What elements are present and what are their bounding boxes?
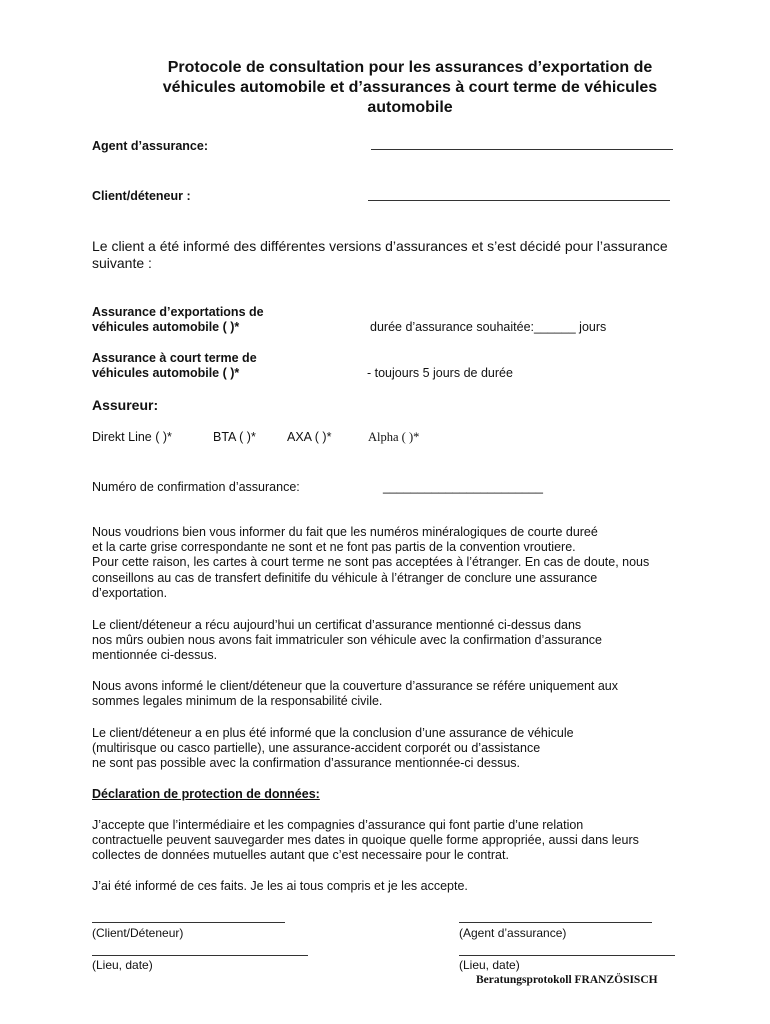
agent-signature-field[interactable] xyxy=(459,922,652,923)
paragraph-line: contractuelle peuvent sauvegarder mes dates in quoique quelle forme appropriée, aussi dans leurs xyxy=(92,833,639,848)
paragraph-line: ne sont pas possible avec la confirmation d’assurance mentionnée-ci dessus. xyxy=(92,756,521,771)
intro-line-2: suivante : xyxy=(92,255,152,271)
insurer-heading: Assureur: xyxy=(92,397,159,413)
export-option-line-1: Assurance d’exportations de xyxy=(92,305,264,319)
confirmation-label: Numéro de confirmation d’assurance: xyxy=(92,480,300,494)
export-option-checkbox[interactable]: véhicules automobile ( )* xyxy=(92,320,240,334)
paragraph-certificate xyxy=(92,618,742,664)
client-label: Client/déteneur : xyxy=(92,189,191,203)
insurer-bta[interactable]: BTA ( )* xyxy=(213,430,256,444)
title-line-1: Protocole de consultation pour les assurances d’exportation de xyxy=(167,59,653,76)
agent-place-date-field[interactable] xyxy=(459,955,675,956)
short-term-option-checkbox[interactable]: véhicules automobile ( )* xyxy=(92,366,240,380)
paragraph-line: sommes legales minimum de la responsabilité civile. xyxy=(92,694,383,709)
document-title xyxy=(60,58,760,118)
paragraph-line: nos mûrs oubien nous avons fait immatriculer son véhicule avec la confirmation d’assurance xyxy=(92,633,602,648)
paragraph-line: (multirisque ou casco partielle), une assurance-accident corporét ou d’assistance xyxy=(92,741,541,756)
export-duration[interactable]: durée d’assurance souhaitée:______ jours xyxy=(370,320,607,334)
client-signature-field[interactable] xyxy=(92,922,285,923)
paragraph-line: mentionnée ci-dessus. xyxy=(92,648,218,663)
data-protection-heading: Déclaration de protection de données: xyxy=(92,787,320,801)
paragraph-coverage xyxy=(92,679,742,709)
insurer-axa[interactable]: AXA ( )* xyxy=(287,430,332,444)
paragraph-line: collectes de données mutuelles autant que c’est necessaire pour le contrat. xyxy=(92,848,509,863)
client-place-date-label: (Lieu, date) xyxy=(92,958,153,972)
data-protection-text xyxy=(92,818,742,864)
agent-place-date-label: (Lieu, date) xyxy=(459,958,520,972)
paragraph-additional xyxy=(92,726,742,772)
intro-line-1: Le client a été informé des différentes versions d’assurances et s’est décidé pour l’assurance xyxy=(92,238,668,254)
paragraph-line: Le client/déteneur a récu aujourd’hui un certificat d’assurance mentionné ci-dessus dans xyxy=(92,618,582,632)
paragraph-line: et la carte grise correspondante ne sont et ne font pas partis de la convention vroutiere. xyxy=(92,540,576,555)
paragraph-line: J’accepte que l’intermédiaire et les compagnies d’assurance qui font partie d’une relation xyxy=(92,818,584,832)
client-signature-line[interactable] xyxy=(368,200,670,201)
short-term-duration: - toujours 5 jours de durée xyxy=(367,366,513,380)
paragraph-line: conseillons au cas de transfert definitife du véhicule à l’étranger de conclure une assurance xyxy=(92,570,598,585)
short-term-option-line-1: Assurance à court terme de xyxy=(92,351,257,365)
paragraph-line: Nous avons informé le client/déteneur que la couverture d’assurance se référe uniquement aux xyxy=(92,679,619,693)
agent-signature-label: (Agent d’assurance) xyxy=(459,926,567,940)
title-line-2: véhicules automobile et d’assurances à court terme de véhicules xyxy=(162,79,658,96)
title-line-3: automobile xyxy=(367,99,453,116)
paragraph-plates xyxy=(92,525,742,601)
agent-signature-line[interactable] xyxy=(371,149,673,150)
confirmation-field[interactable]: _______________________ xyxy=(383,480,543,494)
acknowledgement: J’ai été informé de ces faits. Je les ai tous compris et je les accepte. xyxy=(92,879,468,893)
paragraph-line: Pour cette raison, les cartes à court terme ne sont pas acceptées à l’étranger. En cas de doute, nous xyxy=(92,555,650,570)
insurer-direkt-line[interactable]: Direkt Line ( )* xyxy=(92,430,172,444)
client-place-date-field[interactable] xyxy=(92,955,308,956)
client-signature-label: (Client/Déteneur) xyxy=(92,926,184,940)
footer-label: Beratungsprotokoll FRANZÖSISCH xyxy=(476,974,658,986)
agent-label: Agent d’assurance: xyxy=(92,139,209,153)
paragraph-line: d’exportation. xyxy=(92,585,168,600)
paragraph-line: Nous voudrions bien vous informer du fait que les numéros minéralogiques de courte dureé xyxy=(92,525,598,539)
paragraph-line: Le client/déteneur a en plus été informé que la conclusion d’une assurance de véhicule xyxy=(92,726,574,740)
insurer-alpha[interactable]: Alpha ( )* xyxy=(368,430,420,444)
